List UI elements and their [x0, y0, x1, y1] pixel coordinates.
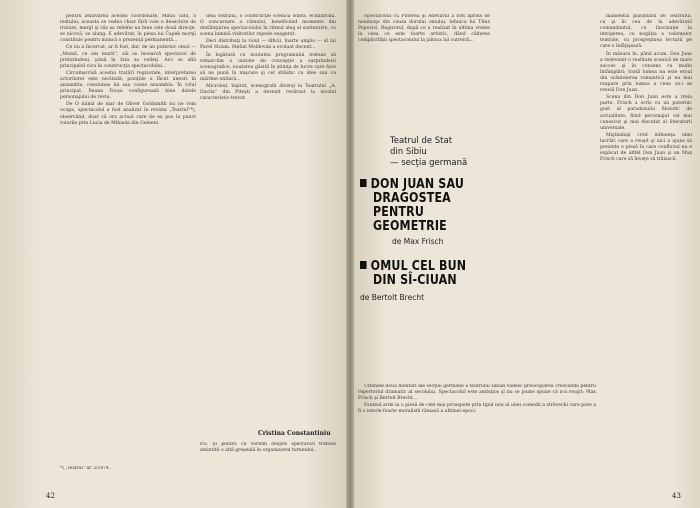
paragraph: Deci distribuţi la rolul — dificil, foarte amplu — al lui Pavel Stoian. Stefan Moldovan a evoluat decent... [200, 39, 336, 51]
play1-title-line: GEOMETRIE [373, 218, 447, 234]
book-gutter [346, 0, 354, 508]
play1-title-line: PENTRU [373, 204, 424, 220]
left-column-2 [200, 14, 336, 414]
postscript: P.S. Şi pentru că vorbim despre spectatori trebuie amintită o altă greşeală în organizarea turneului. [200, 442, 336, 454]
paragraph: pentru zezăvarea acestei coordonate, Mihai Tatu, a textului; aceasta se vedea chiar fără voie o desechire de tratare, mergî şi văz sa reliefie nu bine cele două direcţe, se nicovă, se alung. E adevărat, în piesa lui Čapek morţii constituie pentru muncă o prezenţă permanentă... [60, 14, 196, 44]
bullet-icon [360, 179, 367, 187]
paragraph: Miştinduşi cred influenţa unei lucrări care a reuşit şi aici a ajuns să prezinte o piesă în care conflictul nu e explicat de altfel Don Juan şi un Max Frisch care să înveţe să trăiască. [600, 132, 692, 163]
paragraph: În legătură cu noutatea programului trebuie să remarcăm o unitate de concepţie a surprinderii scenografice, noutatea găsită în ştiinţa de lucru care face să ne pună în mişcare şi cel stilistic ca idee sau ca mărime unitară... [200, 52, 336, 82]
footnote: *) „Teatrul” nr. 2/1974. [60, 466, 110, 471]
paragraph: De O inimă de mar de Oliver Goldsmith nu ne vom ocupa, spectacolul a fost analizat în revista „Teatrul”*), observând, doar că ora actual care de ea pus la punct rolurile prin Lucia de Mihaela din Gemeni. [60, 102, 196, 126]
play1-title [360, 177, 500, 233]
left-page [0, 0, 346, 508]
play2-author: de Bertolt Brecht [360, 293, 425, 302]
play1-title-line: DRAGOSTEA [373, 190, 451, 206]
play1-title-text: DON JUAN SAU [370, 176, 464, 192]
right-column-1-bottom [358, 384, 596, 484]
paragraph: Circumscrisă acestui tratări regizorale, interpretarea actorilorei este neclindă; poziţiile a făcut uneori în ansamblu, coeziunea lui sau conse ansamblu. În rolul principal, Ileana Focşa configurează bine datele personajului de reviu. [60, 70, 196, 101]
bullet-icon [360, 261, 367, 269]
author-signature: Cristina Constantiniu [258, 430, 331, 437]
theatre-name [390, 136, 500, 169]
paragraph: Ultimele două montări ale secţiei germane a teatrului sibian vădesc preocuparea crescândă pentru repertoriul dramatic al secolului. Spectacolul este ambiţios şi nu se poate spune că n-a reuşit: Max Frisch şi Bertolt Brecht... [358, 384, 596, 402]
play1-title-line [360, 177, 475, 191]
paragraph: Scena din Don Juan este a treia parte. Frisch a scris cu un puternic gust al paradoxului filozofic de actualitate, fiind personajul cel mai cunoscut şi mai discutat al literaturii universale. [600, 95, 692, 131]
paragraph: dela textului, o construcţie scenică sobră, echilibrată. O concursare a rămului, beneficiind momente din dezlănţuirea spectacolului în ritmul aleg al sunteratre, cu scena lumină vizitorilor repede exagerat. [200, 14, 336, 38]
paragraph: Microbul, înşirat, scenografii diverşi la Teatrului „A. Davila” din Piteşti a devenit revărsat la nivelul caracteristic-trecut. [200, 84, 336, 102]
play1-author: de Max Frisch [392, 237, 444, 246]
theatre-line: — secţia germană [390, 158, 468, 168]
left-column-1 [60, 14, 196, 464]
paragraph: În măsura în, până acum, Don Juan a redevenit o realitate scenică de mare succes şi în consens cu multe întâmplări; toată lumea nu este eroul din scânteierea romantică şi nu mai reapare prin lumea a ceea ce-i se revelă Don Juan. [600, 51, 692, 94]
right-column-2 [600, 14, 692, 484]
paragraph: Fauteul arde la o piesă de cele mai proaspete prin tipul nou al unei comedii a străvechi care pare a fi o istorie foarte moralistă rămasă a ultimei epoci. [358, 403, 596, 415]
theatre-line: din Sibiu [390, 147, 427, 157]
page-number: 42 [46, 492, 55, 500]
paragraph: Spectacolul cu Puterea şi Adevărul a fost aprins de neumiaţa din cauza dorului omului, tehnica lui Titus Popovici. Regizorul, după ce a realizat în ultima vreme la ceea ce este foarte artistic, dând căderea complicităţii spectacolului la jalnica lui cutreiră... [358, 14, 490, 44]
play2-title-text: OMUL CEL BUN [370, 258, 467, 274]
paragraph: Ce nu a încercat, ar fi fost, dar, de un puternic omul — „Mamă, ce am murit”, săi se încearcă spectacol de pretutindeni, până în fata sa vedeţi. Aici se află principalul vicu în construcţia spectacolului... [60, 45, 196, 69]
play2-title-line [360, 259, 475, 273]
play2-title-line: DIN SÎ-CIUAN [373, 272, 457, 288]
theatre-line: Teatrul de Stat [390, 136, 453, 146]
play2-title [360, 259, 500, 287]
headline-block [360, 136, 500, 315]
paragraph: mamentul plăsmuirii de Teatrului, ca şi în cea de la adevărată comandantul, cu fascinaţie la intrigerea, cu bogăţia a valenţelor teatrale, cu prospeţimea lecturii pe care o înfăţişează. [600, 14, 692, 50]
right-column-1-top [358, 14, 490, 134]
page-number: 43 [672, 492, 681, 500]
